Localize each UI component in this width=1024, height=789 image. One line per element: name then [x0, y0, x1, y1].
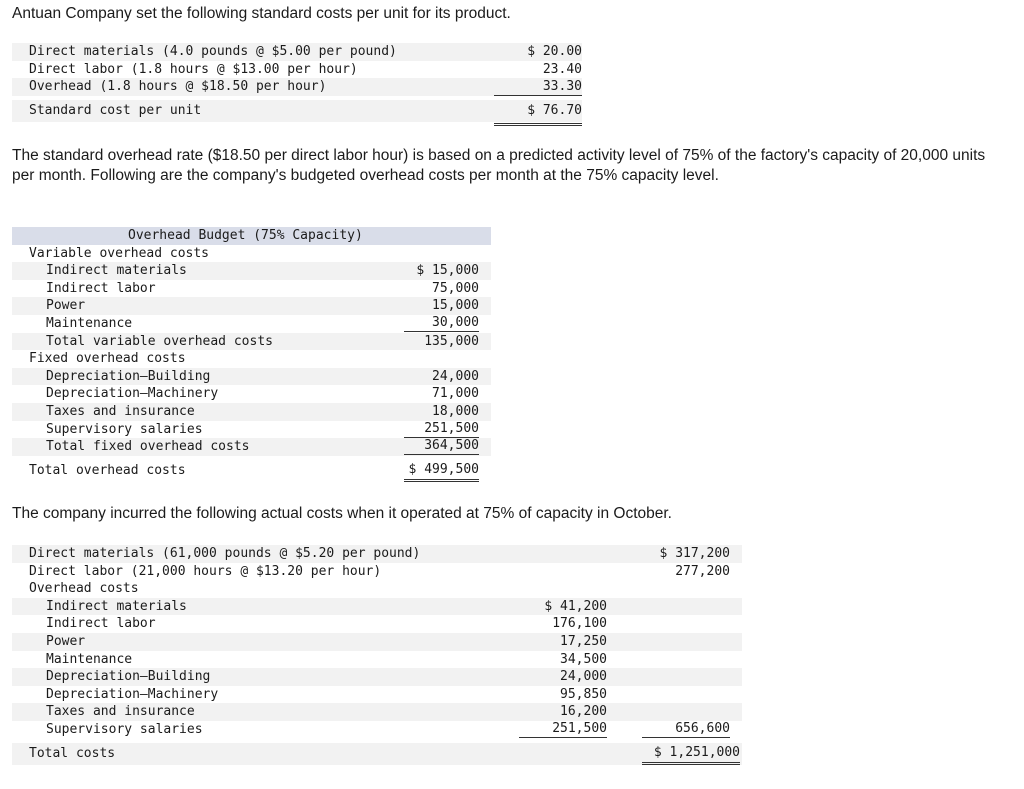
row-label: Indirect labor [46, 616, 156, 632]
row-value: 34,500 [560, 651, 607, 667]
row-value: 176,100 [552, 616, 607, 632]
table-row [12, 563, 742, 581]
subtotal-row [12, 438, 491, 456]
row-label: Total variable overhead costs [46, 333, 273, 349]
table-title: Overhead Budget (75% Capacity) [128, 228, 363, 243]
row-value: 71,000 [432, 386, 479, 402]
table-row [12, 421, 491, 439]
row-value: 18,000 [432, 403, 479, 419]
table-row [12, 598, 742, 616]
table-row [12, 703, 742, 721]
row-label: Overhead (1.8 hours @ $18.50 per hour) [29, 79, 327, 95]
total-rule [494, 123, 582, 126]
total-row [12, 460, 491, 481]
table-row [12, 78, 582, 96]
table-row [12, 280, 491, 298]
table-row [12, 315, 491, 333]
row-label: Depreciation—Machinery [46, 686, 219, 702]
row-label: Total fixed overhead costs [46, 439, 250, 455]
row-value: 95,850 [560, 686, 607, 702]
row-label: Maintenance [46, 315, 133, 331]
total-value: $ 76.70 [527, 102, 582, 118]
row-value: 135,000 [424, 333, 479, 349]
row-label: Direct labor (1.8 hours @ $13.00 per hour) [29, 61, 358, 77]
table-title-row [12, 227, 491, 245]
row-label: Indirect materials [46, 263, 187, 279]
overhead-total-value: 656,600 [642, 721, 730, 738]
table-row [12, 368, 491, 386]
row-label: Power [46, 298, 86, 314]
actual-costs-table [12, 545, 742, 765]
section-header-row [12, 245, 491, 263]
row-label: Taxes and insurance [46, 704, 195, 720]
overhead-budget-table [12, 227, 491, 481]
row-value: $ 317,200 [659, 546, 730, 561]
row-label: Supervisory salaries [46, 721, 203, 737]
section-header-row [12, 580, 742, 598]
row-value: 277,200 [675, 563, 730, 579]
table-row [12, 403, 491, 421]
row-label: Direct labor (21,000 hours @ $13.20 per hour) [29, 563, 382, 579]
section-header: Overhead costs [29, 581, 139, 597]
intro-text: Antuan Company set the following standard costs per unit for its product. [12, 5, 511, 22]
overhead-rate-paragraph: The standard overhead rate ($18.50 per direct labor hour) is based on a predicted activity level of 75% of the factory's capacity of 20,000 units per month. Following are the company's budgeted overhead costs per month at the 75% capacity level. [12, 147, 986, 184]
table-row [12, 686, 742, 704]
row-label: Power [46, 633, 86, 649]
row-value: 30,000 [404, 315, 479, 332]
subtotal-row [12, 333, 491, 351]
row-value: 75,000 [432, 280, 479, 296]
table-row [12, 61, 582, 79]
row-label: Depreciation—Machinery [46, 386, 219, 402]
actual-costs-intro: The company incurred the following actual costs when it operated at 75% of capacity in October. [12, 505, 672, 522]
row-label: Direct materials (61,000 pounds @ $5.20 per pound) [29, 546, 421, 561]
table-row-total [12, 100, 582, 122]
table-row [12, 668, 742, 686]
row-value: 24,000 [432, 368, 479, 384]
table-row [12, 297, 491, 315]
row-value: 364,500 [404, 438, 479, 455]
row-value: 33.30 [542, 79, 582, 95]
row-value: 16,200 [560, 704, 607, 720]
row-value: 251,500 [519, 721, 607, 738]
table-row [12, 385, 491, 403]
table-row [12, 43, 582, 61]
row-label: Maintenance [46, 651, 133, 667]
row-label: Indirect labor [46, 280, 156, 296]
total-row [12, 743, 742, 765]
row-value: $ 15,000 [416, 263, 479, 279]
table-row [12, 262, 491, 280]
table-row [12, 633, 742, 651]
section-header: Variable overhead costs [29, 245, 210, 261]
total-value: $ 499,500 [404, 460, 479, 482]
total-label: Total overhead costs [29, 462, 186, 478]
row-label: Supervisory salaries [46, 421, 203, 437]
row-value: 17,250 [560, 633, 607, 649]
table-row [12, 721, 742, 739]
row-label: Direct materials (4.0 pounds @ $5.00 per pound) [29, 44, 397, 59]
table-row [12, 545, 742, 563]
total-label: Standard cost per unit [29, 102, 202, 118]
subtotal-rule [494, 95, 582, 96]
row-label: Indirect materials [46, 598, 187, 614]
row-value: 251,500 [404, 421, 479, 438]
row-value: 15,000 [432, 298, 479, 314]
section-header: Fixed overhead costs [29, 351, 186, 367]
row-label: Depreciation—Building [46, 368, 211, 384]
row-value: 24,000 [560, 669, 607, 685]
table-row [12, 615, 742, 633]
total-label: Total costs [29, 745, 116, 761]
standard-cost-table [12, 43, 582, 122]
table-row [12, 651, 742, 669]
section-header-row [12, 350, 491, 368]
row-label: Depreciation—Building [46, 669, 211, 685]
row-value: 23.40 [542, 61, 582, 77]
row-label: Taxes and insurance [46, 403, 195, 419]
row-value: $ 20.00 [527, 44, 582, 59]
row-value: $ 41,200 [544, 598, 607, 614]
total-value: $ 1,251,000 [642, 743, 740, 765]
